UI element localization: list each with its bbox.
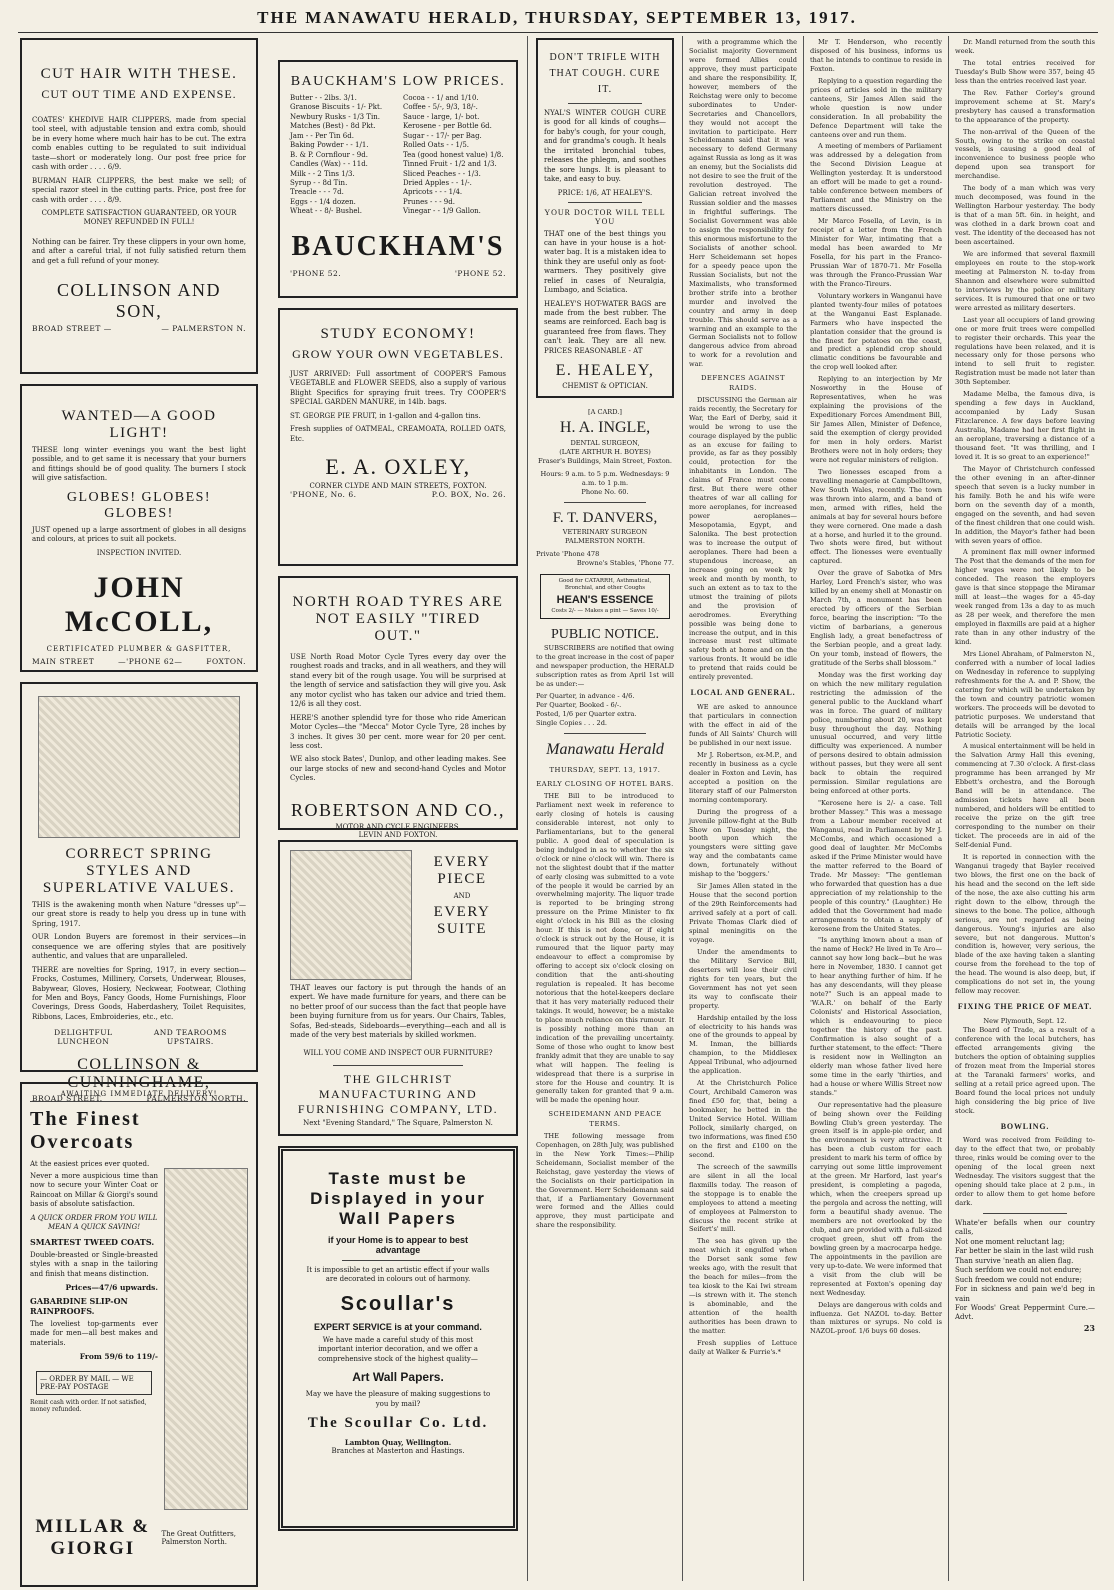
article-headline: SCHEIDEMANN AND PEACE TERMS. xyxy=(548,1110,662,1128)
ad-body: THIS is the awakening month when Nature "dresses up"—our great store is ready to help you dress up in tune with Spring, 1917. xyxy=(32,901,246,928)
column-1 xyxy=(20,38,258,1583)
dateline: New Plymouth, Sept. 12. xyxy=(983,1017,1067,1026)
verse-line: For in sickness and pain we'd beg in vain xyxy=(955,1285,1095,1303)
news-item: The Mayor of Christchurch confessed the other evening in an after-dinner speech that seven is a lucky number in his family. Both he and his wife were born on the seventh day of a month, engaged on the seventh, and had seven of the finest children that one could wish. In addition, the Mayor's father had been with seven years of office. xyxy=(955,464,1095,545)
divider xyxy=(568,202,641,203)
card-label: [A CARD.] xyxy=(588,408,622,417)
ad-firm: E. HEALEY, xyxy=(555,362,655,380)
order-by-mail-box: — ORDER BY MAIL — WE PRE-PAY POSTAGE xyxy=(36,1371,152,1395)
address-street: BROAD STREET — xyxy=(32,324,112,334)
price-item: Coffee - 5/-, 9/3, 18/-. xyxy=(403,103,478,112)
ad-company: The Scoullar Co. Ltd. xyxy=(307,1415,489,1432)
divider xyxy=(333,1065,463,1066)
article-headline: EARLY CLOSING OF HOTEL BARS. xyxy=(536,779,674,788)
news-item: Two lionesses escaped from a travelling menagerie at Campbelltown, New South Wales, recently. The town was thrown into alarm, and a band of men, armed with rifles, held the animals at bay for several hours before they were cornered. One made a dash at a horse, and hurled it to the ground. Two shots were fired, but without effect. The lionesses were eventually captured. xyxy=(810,467,942,566)
price-item: Prunes - - - 9d. xyxy=(403,197,455,206)
ad-firm: Scoullar's xyxy=(340,1292,456,1315)
ad-title: EVERY SUITE xyxy=(433,904,491,937)
price-item: Eggs - - 1/4 dozen. xyxy=(290,197,356,206)
ad-title: NORTH ROAD TYRES ARE NOT EASILY "TIRED OUT." xyxy=(292,594,504,644)
card-address: Fraser's Buildings, Main Street, Foxton. xyxy=(537,456,673,465)
po-box: P.O. BOX, No. 26. xyxy=(431,490,506,500)
ad-address: Next "Evening Standard," The Square, Palmerston N. xyxy=(303,1118,493,1127)
ad-guarantee: COMPLETE SATISFACTION GUARANTEED, OR YOUR MONEY REFUNDED IN FULL! xyxy=(41,208,237,227)
news-item: A prominent flax mill owner informed The Post that the demands of the men for higher wages were not likely to be conceded. The reason the employers gave is that since stoppage the Miramar mill at least—the wages for a 45-day week ranged from 13s a day to as much as 28 per week, and therefore the men employed in flaxmills are paid at a higher rate than in any other industry of the kind. xyxy=(955,548,1095,646)
essence-brand: HEAN'S ESSENCE xyxy=(556,593,654,606)
price-item: Treacle - - - 7d. xyxy=(290,188,344,197)
news-item: Hardship entailed by the loss of electricity to his hands was one of the grounds to appeal by M. Inman, the billiards champion, to the Middlesex Appeal Tribunal, who adjourned the application. xyxy=(689,1013,797,1076)
issue-date: THURSDAY, SEPT. 13, 1917. xyxy=(549,765,661,774)
column-rule xyxy=(527,36,528,1581)
news-item: Madame Melba, the famous diva, is spending a few days in Auckland, accompanied by Lady Susan Fitzclarence. A few days before leaving Australia, Madame had her first flight in an aeroplane, traversing a distance of a thousand feet. "It was thrilling, and I loved it. It is so great to an experience!" xyxy=(955,390,1095,461)
ad-body: USE North Road Motor Cycle Tyres every day over the roughest roads and tracks, and in all weathers, and they will stand every bit of the rough usage. You will be surprised at the length of service and satisfaction they will give you. Ask any motor cyclist who has taken our advice and tried them. 12/6 is all they cost. xyxy=(290,653,506,709)
ad-price: PRICE: 1/6, AT HEALEY'S. xyxy=(557,188,653,197)
ad-order-note: A QUICK ORDER FROM YOU WILL MEAN A QUICK SAVING! xyxy=(30,1213,158,1232)
ad-body: THAT leaves our factory is put through the hands of an expert. We have made furniture for years, and there can be no better proof of our success than the fact that people have been buying furniture from us for years. Our Chairs, Tables, Sofas, Bed-steads, Sideboards—everything—each and all is made of the very best materials by skilled workmen. xyxy=(290,984,506,1040)
rate-row: Per Quarter, Booked - 6/-. xyxy=(536,700,622,709)
ad-firm: E. A. OXLEY, xyxy=(325,454,471,480)
verse-line: Not one moment reluctant lag; xyxy=(955,1237,1065,1246)
column-5 xyxy=(810,38,942,1583)
news-item: Over the grave of Sabotka of Mrs Harley, Lord French's sister, who was killed by an enemy shell at Monastir on March 7th, a monument has been erected by officers of the Serbian force, bearing the inscription: "To the victim of barbarians, a generous English lady, a great benefactress of the Serbian people, and a great lady. On your tomb, instead of flowers, the gratitude of the Serbs shall blossom." xyxy=(810,569,943,667)
overcoat-man-illustration xyxy=(164,1168,248,1510)
ad-address: CORNER CLYDE AND MAIN STREETS, FOXTON. xyxy=(309,482,487,491)
address-street: BROAD STREET. xyxy=(32,1094,103,1104)
rate-row: Per Quarter, in advance - 4/6. xyxy=(536,691,635,700)
ad-body: HEALEY'S HOT-WATER BAGS are made from the best rubber. The seams are reinforced. Each bag is guaranteed free from flaws. They can't leak. They are all new. PRICES REASONABLE - AT xyxy=(544,299,666,355)
news-item: During the progress of a juvenile pillow-fight at the Bulb Show on Tuesday night, the booth upon which the youngsters were sitting gave way and the combatants came down, fortunately without mishap to the 'boggers.' xyxy=(689,807,797,879)
price-item: Cocoa - - 1/ and 1/10. xyxy=(403,94,479,102)
vet-town: PALMERSTON NORTH. xyxy=(565,536,645,545)
news-item: The body of a man which was very much decomposed, was found in the Wellington Harbour yesterday. The body is that of a man 5ft. 6in. in height, and was clothed in a dark brown coat and vest. The identity of the deceased has not been ascertained. xyxy=(955,184,1095,247)
ad-title: EVERY PIECE xyxy=(433,854,491,887)
ad-body: We have made a careful study of this most important interior decoration, and we offer a comprehensive stock of the highest quality— xyxy=(318,1335,478,1363)
ad-body: NYAL'S WINTER COUGH CURE is good for all kinds of coughs—for baby's cough, for your cough, and for grandma's cough. It heals the irritated bronchial tubes, releases the phlegm, and soothes the sore lungs. It is pleasant to take, and easy to buy. xyxy=(544,109,666,184)
ad-papers: Art Wall Papers. xyxy=(352,1370,444,1385)
price-item: Butter - - 2lbs. 3/1. xyxy=(290,94,357,102)
ad-trade: CERTIFICATED PLUMBER & GASFITTER, xyxy=(46,644,232,653)
overcoats-ad xyxy=(20,1082,258,1587)
phone: 'PHONE, No. 6. xyxy=(290,490,357,500)
item-price: From 59/6 to 119/- xyxy=(79,1352,158,1362)
article-body: with a programme which the Socialist majority Government were formed Allies could approve, they must participate and share the responsibility. If, however, members of the Reichstag were only to become subordinates to Under-Secretaries and Chancellors, they would not accept the invitation to participate. Herr Scheidemann said that it was necessary to defend Germany against Russia as long as it was an enemy, but the Socialists did not desire to see the fruit of the revolution destroyed. The Galician retreat involved the Russian soldier and the masses in frightful sufferings. The Socialist Government was able to assign the responsibility for this enormous misfortune to the Socialists of another school. Herr Scheidemann set hopes for a speedy peace upon the Russian Socialists, but not the Maximalists, who transformed brother strife into a brother murder and involved the country and army in deep trouble. This should serve as a warning and an example to the German Socialists not to follow dangerous advice from abroad to work for a revolution and war. xyxy=(689,38,797,369)
price-item: Matches (Best) - 8d Pkt. xyxy=(290,122,376,131)
news-item: The Board of Trade, as a result of a conference with the local butchers, has effected arrangements giving the butchers the option of obtaining supplies of frozen meat from the Imperial stores at the Taranaki farmers' works, and selling at a retail price agreed upon. The Board found the local prices not unduly high considering the big price of live stock. xyxy=(955,1026,1095,1115)
news-item: The non-arrival of the Queen of the South, owing to the strike on coastal vessels, is causing a good deal of inconvenience to business people who depend upon sea transport for merchandise. xyxy=(955,127,1095,181)
ad-title: CORRECT SPRING STYLES AND SUPERLATIVE VALUES. xyxy=(42,846,236,896)
essence-bottom: Costs 2/- — Makes a pint — Saves 10/- xyxy=(551,607,659,614)
news-item: Voluntary workers in Wanganui have planted twenty-four miles of potatoes at the Wanganui East Esplanade. Farmers who have inspected the plantation consider that the ground is the finest for potatoes on the coast, and predict a splendid crop should climatic conditions be favourable and the crop well looked after. xyxy=(810,291,942,372)
section-headline: FIXING THE PRICE OF MEAT. xyxy=(957,1002,1093,1012)
ad-body: OUR London Buyers are foremost in their services—in consequence we are offering styles that are positively authentic, and values that are unparalleled. xyxy=(32,933,246,961)
price-item: Sliced Peaches - - 1/3. xyxy=(403,169,481,178)
price-list xyxy=(290,94,506,217)
verse-line: Such serfdom we could not endure; xyxy=(955,1266,1082,1275)
tearooms-label: DELIGHTFUL LUNCHEON xyxy=(54,1028,113,1047)
item-title: SMARTEST TWEED COATS. xyxy=(30,1236,155,1247)
ad-firm: THE GILCHRIST MANUFACTURING AND FURNISHING COMPANY, LTD. xyxy=(297,1071,499,1116)
news-item: WE are asked to announce that particulars in connection with the effect in aid of the funds of All Saints' Church will be published in our next issue. xyxy=(689,703,797,747)
news-item: Fresh supplies of Lettuce daily at Walker & Furrie's.* xyxy=(689,1338,797,1356)
ad-title: YOUR DOCTOR WILL TELL YOU xyxy=(544,207,666,226)
ad-address xyxy=(32,657,246,666)
divider xyxy=(568,103,641,104)
vet-name: F. T. DANVERS, xyxy=(552,509,658,526)
item-title: GABARDINE SLIP-ON RAINPROOFS. xyxy=(30,1295,128,1316)
column-rule xyxy=(682,36,683,1581)
ad-body: Fresh supplies of OATMEAL, CREAMOATA, ROLLED OATS, Etc. xyxy=(290,425,506,443)
column-rule xyxy=(803,36,804,1581)
divider xyxy=(564,502,647,503)
vet-trade: VETERINARY SURGEON xyxy=(562,528,648,536)
news-item: Last year all occupiers of land growing one or more fruit trees were compelled to register their orchards. This year the regulations have been relaxed, and it is necessary only for those persons who intend to sell fruit to register. Registration must be made not later than 30th September. xyxy=(955,315,1095,387)
article-body: THE Bill to be introduced to Parliament next week in reference to early closing of hotels is causing considerable interest, not only to Parliamentarians, but to the general public. A good deal of speculation is being indulged in as to whether the six o'clock or nine o'clock will win. There is not the slightest doubt that if the matter of early closing was submitted to a vote of the people it would be carried by an overwhelming majority. The liquor trade is reported to be bringing strong pressure on the Prime Minister to fix eight o'clock in his Bill as the closing hour. If this is not done, or if eight o'clock is struck out by the House, it is rumoured that the liquor party may endeavour to effect a compromise by offering to accept six o'clock closing on condition that the anti-shouting regulation is repealed. It has become notorious that the hotel-keepers declare that it has very materially reduced their takings. It would, however, be a mistake to place much reliance on this rumour. It is possibly nothing more than an indication of the prevailing uncertainty. Some of those who ought to know best frankly admit that they are unable to say what will happen. The feeling is widespread that there is a surprise in store for the House and country. It is generally taken for granted that 9 a.m. will be made the opening hour. xyxy=(536,792,674,1105)
address-street: MAIN STREET xyxy=(32,656,95,666)
news-item: Word was received from Feilding to-day to the effect that two, or probably three, rinks would be coming over to the opening of the local green next Wednesday. The visitors suggest that the opening should take place at 2 p.m., in order to allow them to get home before dark. xyxy=(955,1136,1095,1208)
tearooms-location: AND TEAROOMS UPSTAIRS. xyxy=(153,1028,227,1047)
ad-body: WE also stock Bates', Dunlop, and other leading makes. See our large stocks of new and second-hand Cycles and Motor Cycles. xyxy=(290,755,506,783)
column-rule xyxy=(948,36,949,1581)
news-item: At the Christchurch Police Court, Archibald Cameron was fined £50 for, that, being a bookmaker, he betted in the United Service Hotel. William Pollock, similarly charged, on two informations, was fined £50 on the first and £100 on the second. xyxy=(689,1079,797,1159)
remit-note: Remit cash with order. If not satisfied, money refunded. xyxy=(30,1399,147,1414)
card-trade: DENTAL SURGEON, xyxy=(570,438,640,447)
fashion-illustration xyxy=(38,696,240,838)
ad-firm: COLLINSON & CUNNINGHAME, xyxy=(67,1056,211,1092)
masthead: THE MANAWATU HERALD, THURSDAY, SEPTEMBER 13, 1917. xyxy=(257,8,857,27)
ad-title: STUDY ECONOMY! xyxy=(320,326,476,342)
ad-body: JUST opened up a large assortment of globes in all designs and colours, at prices to suit all pockets. xyxy=(32,525,246,544)
ad-body: ST. GEORGE PIE FRUIT, in 1-gallon and 4-gallon tins. xyxy=(290,411,481,420)
ad-trade: MOTOR AND CYCLE ENGINEERS, xyxy=(335,822,461,831)
price-item: Jam - - Per Tin 6d. xyxy=(290,131,354,140)
news-item: Under the amendments to the Military Service Bill, deserters will lose their civil rights for ten years, but the Government has not yet seen its way to confiscate their property. xyxy=(689,947,797,1010)
item-description: The loveliest top-garments ever made for men—all best makes and materials. xyxy=(30,1319,158,1347)
news-item: "Is anything known about a man of the name of Heck? He lived in Te Aro—cannot say how long back—but he was here in November, 1830. I cannot get to hear anything further of him. If he has any descendants, will they please note?" Such is an appeal made to 'W.A.R.' on behalf of the Early Colonists' and Historical Association, which is endeavouring to piece together the history of the past. Confirmation is also sought of a further statement, to the effect: "There is resident now in Wellington an elderly man whose father lived here some time in the early 'thirties, and had a house or where Willis Street now stands." xyxy=(810,936,942,1097)
price-item: Newbury Rusks - 1/3 Tin. xyxy=(290,112,380,121)
ad-banner: AWAITING IMMEDIATE DELIVERY! xyxy=(30,1090,248,1102)
news-item: The Rev. Father Corley's ground improvement scheme at St. Mary's presbytery has caused a transformation to the appearance of the property. xyxy=(955,88,1095,124)
ad-body: It is impossible to get an artistic effect if your walls are decorated in colours out of harmony. xyxy=(306,1266,490,1284)
ad-body: Never a more auspicious time than now to secure your Winter Coat or Raincoat on Millar & Giorgi's sound basis of absolute satisfaction. xyxy=(30,1172,158,1209)
ad-service: EXPERT SERVICE is at your command. xyxy=(314,1321,482,1332)
price-item: Vinegar - - 1/9 Gallon. xyxy=(403,207,481,216)
heans-essence-ad xyxy=(540,574,670,619)
news-item: Replying to an interjection by Mr Nosworthy in the House of Representatives, when he was explaining the provisions of the Expeditionary Forces Amendment Bill, Sir James Allen, Minister of Defence, said the exemption of clergy provided for men in holy orders. Marist Brothers were not in holy orders; they were not regular ministers of religion. xyxy=(810,375,942,464)
ad-body: THERE are novelties for Spring, 1917, in every section—Frocks, Costumes, Millinery, Corsets, Underwear, Blouses, Babywear, Gloves, Hosiery, Neckwear, Footwear, Clothing for Men and Boys, Fancy Goods, Home Furnishings, Floor Coverings, Dress Goods, Haberdashery, Toilet Requisites, Ribbons, Laces, Embroideries, etc., etc. xyxy=(32,965,246,1021)
card-name: H. A. INGLE, xyxy=(559,419,651,437)
verse-line: Such freedom we could not endure; xyxy=(955,1275,1082,1284)
north-road-tyres-ad xyxy=(278,576,518,839)
rate-row: Single Copies . . . 2d. xyxy=(536,718,608,727)
ad-body: Nothing can be fairer. Try these clippers in your own home, and after a careful trial, if not fully satisfied return them and get a full refund of your money. xyxy=(32,237,246,265)
divider xyxy=(342,1260,454,1261)
study-economy-ad xyxy=(278,308,518,566)
phone-left: 'PHONE 52. xyxy=(290,268,342,278)
news-item: A meeting of members of Parliament was addressed by a delegation from the Second Division League at Wellington yesterday. It is understood an effort will be made to get a round-table conference between members of Parliament and the Ministry on the matters discussed. xyxy=(810,142,942,214)
price-item: Kerosene - per Bottle 6d. xyxy=(403,122,492,131)
news-item: Mr J. Robertson, ex-M.P., and recently in business as a cycle dealer in Foxton and Levin, has accepted a position on the literary staff of our Palmerston morning contemporary. xyxy=(689,750,797,804)
news-item: Replying to a question regarding the prices of articles sold in the military canteens, Sir James Allen said the whole question is now under consideration. In all probability the Defence Department will take the canteens over and run them. xyxy=(810,76,942,139)
ad-tearooms xyxy=(32,1028,246,1046)
ad-address: LEVIN AND FOXTON. xyxy=(358,830,438,839)
ad-title: DON'T TRIFLE WITH THAT COUGH. CURE IT. xyxy=(549,52,661,95)
hair-clipper-ad xyxy=(20,38,258,374)
news-item: "Kerosene here is 2/- a case. Tell brother Massey." This was a message from a Labour member received at Wanganui, read in Parliament by Mr J. McCombs, and which occasioned a good deal of laughter. Mr McCombs asked if the Prime Minister would have the matter referred to the Board of Trade. Mr Massey: "The gentleman who forwarded that question has a due appreciation of my relationship to the people of this country." (Laughter.) He added that the Government had made arrangements to obtain a supply of kerosene from the United States. xyxy=(810,799,942,933)
ad-title: The Finest Overcoats xyxy=(30,1108,141,1153)
ad-branches: Branches at Masterton and Hastings. xyxy=(331,1447,465,1456)
ad-globes: GLOBES! GLOBES! GLOBES! xyxy=(66,489,212,521)
divider xyxy=(983,1213,1067,1214)
public-notice-body: SUBSCRIBERS are notified that owing to the great increase in the cost of paper and newspaper production, the HERALD subscription rates as from April 1st will be as under:— xyxy=(536,644,674,689)
ad-contact xyxy=(290,490,506,499)
ad-firm: BAUCKHAM'S xyxy=(291,230,505,262)
ad-invite: WILL YOU COME AND INSPECT OUR FURNITURE? xyxy=(303,1048,493,1057)
news-item: Monday was the first working day on which the new military regulation restricting the admission of the general public to the Auckland wharf was in force. The guard of military police, numbering about 20, was kept busy throughout the day. Nothing unusual occurred, and very little difficulty was experienced. A number of persons desired to obtain admission without passes, but they were all sent back to obtain the required permission. Similar regulations are being enforced at other ports. xyxy=(810,670,942,796)
column-2 xyxy=(278,38,518,1583)
ad-subtitle: GROW YOUR OWN VEGETABLES. xyxy=(292,347,504,361)
news-item: A musical entertainment will be held in the Salvation Army Hall this evening, commencing at 7.30 o'clock. A first-class programme has been arranged by Mr Ebbett's orchestra, and the Borough Band will be in attendance. The admission tickets have all been numbered, and holders will be entitled to receive the prize on the gift tree corresponding to the number on their ticket. The proceeds are in aid of the Self-denial Fund. xyxy=(955,742,1095,849)
ad-phone xyxy=(290,269,506,278)
price-item: B. & P. Cornflour - 9d. xyxy=(290,150,368,159)
price-item: Wheat - - 8/- Bushel. xyxy=(290,207,362,216)
phone-right: 'PHONE 52. xyxy=(454,268,506,278)
price-item: Milk - - 2 Tins 1/3. xyxy=(290,169,355,178)
price-item: Tea (good honest value) 1/8. xyxy=(403,150,504,159)
advertisement-verse xyxy=(955,1219,1095,1323)
good-light-ad xyxy=(20,384,258,672)
ad-body: HERE'S another splendid tyre for those who ride American Motor Cycles—the "Mecca" Motor Cycle Tyre, 28 inches by 3 inches. It gives 30 per cent. more wear for 20 per cent. less cost. xyxy=(290,713,506,750)
sideboard-illustration xyxy=(290,850,412,980)
address-town: PALMERSTON NORTH. xyxy=(146,1094,246,1104)
price-item: Syrup - - 8d Tin. xyxy=(290,178,348,187)
price-item: Apricots - - - 1/4. xyxy=(403,188,463,197)
ad-title: CUT HAIR WITH THESE. xyxy=(40,66,238,82)
news-item: The screech of the sawmills are silent in all the local flaxmills today. The reason of the stoppage is to enable the employees to attend a meeting of employees at Palmerston to discuss the recent strike at Seifert's' mill. xyxy=(689,1162,797,1234)
ad-address xyxy=(32,324,246,333)
price-item: Sugar - - 17/- per Bag. xyxy=(403,131,482,140)
ad-and: AND xyxy=(453,892,471,900)
ad-inspection: INSPECTION INVITED. xyxy=(96,548,182,557)
verse-line: Far better be slain in the last wild rush xyxy=(955,1247,1094,1256)
column-4 xyxy=(689,38,797,1583)
column-6 xyxy=(955,38,1095,1583)
article-body: DISCUSSING the German air raids recently, the Secretary for War, the Earl of Derby, said it would be wrong to use the courage displayed by the public as an excuse for failing to provide, as far as they possibly could, protection for the inhabitants in London. The claims of France must come first. But there were other theatres of war all calling for more aeroplanes, for increased power aeroplanes—Mesopotamia, Egypt, and Salonika. The best protection was to increase the output of aeroplanes. There had been a stupendous increase, an increase going on week by week and month by month, to such an extent as to tax to the utmost the training of pilots and the provision of aerodromes. Everything possible was being done to increase the output, and in this increase must rest ultimate safety both at home and on the various fronts. It would be idle to pretend that raids could be entirely prevented. xyxy=(689,395,797,682)
news-item: Delays are dangerous with colds and influenza. Get NAZOL to-day. Better than mixtures or syrups. No cold is NAZOL-proof. 1/6 buys 60 doses. xyxy=(810,1300,942,1336)
price-item: Granose Biscuits - 1/- Pkt. xyxy=(290,103,383,112)
page-folio: 23 xyxy=(1083,1322,1095,1333)
address-town: — PALMERSTON N. xyxy=(161,324,246,334)
news-item: Mr T. Henderson, who recently disposed of his business, informs us that he intends to continue to reside in Foxton. xyxy=(810,38,942,73)
column-3 xyxy=(536,38,674,1583)
ad-body: THAT one of the best things you can have in your house is a hot-water bag. It is a mistaken idea to think they are useful only as foot-warmers. They positively give relief in cases of Neuralgia, Lumbago, and Sciatica. xyxy=(544,229,666,295)
scoullar-wallpaper-ad xyxy=(278,1146,518,1531)
ad-tagline: The Great Outfitters, Palmerston North. xyxy=(161,1530,236,1546)
public-notice-title: PUBLIC NOTICE. xyxy=(550,627,660,643)
ad-subtitle: if your Home is to appear to best advantage xyxy=(327,1235,469,1255)
news-item: Dr. Mandl returned from the south this week. xyxy=(955,38,1095,55)
price-item: Dried Apples - - 1/-. xyxy=(403,178,472,187)
news-item: Mr Marco Fosella, of Levin, is in receipt of a letter from the French Minister for War, intimating that a medal has been awarded to Mr Fosella, for his part in the Franco-Prussian War of 1870-71. Mr Fosella was through the Franco-Prussian War with the Franco-Tireurs. xyxy=(810,217,942,288)
ad-firm: COLLINSON AND SON, xyxy=(56,280,221,322)
divider xyxy=(564,733,647,734)
vet-stables: Browne's Stables, 'Phone 77. xyxy=(576,558,674,567)
essence-top: Good for CATARRH, Asthmatical, Bronchial, and other Coughs xyxy=(558,577,652,592)
ad-body: COATES' KHEDIVE HAIR CLIPPERS, made from special tool steel, with adjustable tension and extra comb, should be in every home where much hair has to be cut. The extra comb enables cutting to be regulated to suit individual taste—short or moderately long. Our post free price for cash with order . . . . 6/9. xyxy=(32,116,246,172)
item-description: Double-breasted or Single-breasted styles with a snap in the tailoring and finish that means distinction. xyxy=(30,1250,158,1278)
rate-row: Posted, 1/6 per Quarter extra. xyxy=(536,709,637,718)
ad-title: WANTED—A GOOD LIGHT! xyxy=(61,408,217,441)
price-item: Rolled Oats - - 1/5. xyxy=(403,141,470,150)
cough-cure-ad xyxy=(536,38,674,398)
gilchrist-furniture-ad xyxy=(278,840,518,1136)
section-headline: LOCAL AND GENERAL. xyxy=(690,688,796,698)
address-phone: —'PHONE 62— xyxy=(118,656,183,666)
news-item: The sea has given up the meat which it engulfed when the Dorset sank some few weeks ago, with the result that the beach for miles—from the tea kiosk to the Kai Iwi stream—is strewn with it. The stench is abominable, and the attention of the health authorities has been drawn to the matter. xyxy=(689,1237,797,1335)
news-item: We are informed that several flaxmill employees en route to the stop-work meeting at Palmerston N. to-day from Shannon and elsewhere were submitted to interviews by the police or military services. It is rumoured that one or two were arrested as military deserters. xyxy=(955,249,1095,312)
ad-firm: ROBERTSON AND CO., xyxy=(291,799,505,820)
news-item: Sir James Allen stated in the House that the second portion of the 29th Reinforcements had arrived safely at a port of call. Private Thomas Clark died of spinal meningitis on the voyage. xyxy=(689,882,797,944)
ad-trade: CHEMIST & OPTICIAN. xyxy=(562,382,648,391)
news-item: Mrs Lionel Abraham, of Palmerston N., conferred with a number of local ladies on Wednesday in reference to supplying refreshments for the A. and P. Show, the catering for which will be undertaken by the town and country patriotic women workers. The proceeds will be devoted to patriotic purposes. We understand that details will be arranged by the local Patriotic Society. xyxy=(955,649,1095,739)
ad-subtitle: At the easiest prices ever quoted. xyxy=(30,1160,150,1168)
newspaper-nameplate: Manawatu Herald xyxy=(546,740,664,758)
vet-phone: Private 'Phone 478 xyxy=(536,549,600,558)
ad-firm: JOHN McCOLL, xyxy=(64,570,214,638)
news-item: It is reported in connection with the Wanganui tragedy that Bayler received two blows, the first one on the back of his head and the second on the left side of the nose, the axe also cutting his arm right down to the elbow, through the sinews to the bone. The police, although serious, are not regarded as being dangerous. Young's injuries are also severe, but not dangerous. Mutton's condition is, however, very serious, the blade of the axe having taken a slanting course from the forehead to the top of the head. The wound is also deep, but, if complications do not set in, the young fellow may recover. xyxy=(955,852,1095,996)
ad-subtitle: CUT OUT TIME AND EXPENSE. xyxy=(41,87,237,101)
verse-line: For Woods' Great Peppermint Cure.—Advt. xyxy=(955,1303,1095,1322)
ad-title: BAUCKHAM'S LOW PRICES. xyxy=(290,74,506,89)
address-town: FOXTON. xyxy=(206,656,246,666)
verse-line: Whate'er befalls when our country calls, xyxy=(955,1219,1095,1237)
ad-body: BURMAN HAIR CLIPPERS, the best make we sell; of special razor steel in the cutting parts. Price, post free for cash with order . . . . 8/9. xyxy=(32,176,246,204)
price-item: Candles (Wax) - - 11d. xyxy=(290,160,368,169)
card-phone: Phone No. 60. xyxy=(581,487,629,496)
bauckham-prices-ad xyxy=(278,60,518,298)
price-item: Tinned Fruit - 1/2 and 1/3. xyxy=(403,160,497,169)
price-item: Sauce - large, 1/- bot. xyxy=(403,112,480,121)
news-item: Our representative had the pleasure of being shown over the Feilding Bowling Club's green yesterday. The green itself is in apple-pie order, and the environment is very attractive. It has been a club custom for each president to mark his term of office by carrying out some little improvement at the green. Mr Harford, last year's president, is completing a pagoda, which, when the creepers spread up the pergola and across the netting, will form a beautiful shady avenue. The members are not overlooked by the club, and are provided with a full-sized croquet green, shut off from the bowling green by a macrocarpa hedge. The appointments in the pavilion are very up-to-date. We were informed that a visit from the club will be represented at Foxton's opening day next Wednesday. xyxy=(810,1100,942,1297)
ad-body: May we have the pleasure of making suggestions to you by mail? xyxy=(305,1390,491,1408)
verse-line: Than survive 'neath an alien flag. xyxy=(955,1256,1074,1265)
item-price: Prices—47/6 upwards. xyxy=(65,1282,158,1292)
news-item: The total entries received for Tuesday's Bulb Show were 357, being 45 less than the entries received last year. xyxy=(955,58,1095,85)
card-late: (LATE ARTHUR H. BOYES) xyxy=(559,447,651,456)
ad-address: Lambton Quay, Wellington. xyxy=(344,1438,452,1448)
ad-firm: MILLAR & GIORGI xyxy=(35,1516,151,1559)
card-hours: Hours: 9 a.m. to 5 p.m. Wednesdays: 9 a.m. to 1 p.m. xyxy=(540,469,670,487)
price-item: Baking Powder - - 1/1. xyxy=(290,141,369,150)
article-body: THE following message from Copenhagen, on 28th July, was published in the New York Times:—Philip Scheidemann, Socialist member of the Reichstag, gave yesterday the views of the Socialists on their participation in the Government. Herr Scheidemann said that, if a Parliamentary Government were formed and the Allies could approve, they must participate and share the responsibility. xyxy=(536,1131,674,1230)
section-headline: BOWLING. xyxy=(1000,1121,1050,1131)
ad-body: JUST ARRIVED: Full assortment of COOPER'S Famous VEGETABLE and FLOWER SEEDS, also a supply of various Blight Specifics for spraying fruit trees. Try COOPER'S SPECIAL GARDEN MANURE, in 14lb. bags. xyxy=(290,370,506,407)
ad-title: Taste must be Displayed in your Wall Papers xyxy=(310,1169,486,1228)
article-headline: DEFENCES AGAINST RAIDS. xyxy=(700,374,786,392)
masthead-rule xyxy=(18,32,1098,33)
ad-body: THESE long winter evenings you want the best light possible, and to get same it is necessary that your burners and fittings should be of good quality. The burners I stock will give satisfaction. xyxy=(32,446,246,483)
